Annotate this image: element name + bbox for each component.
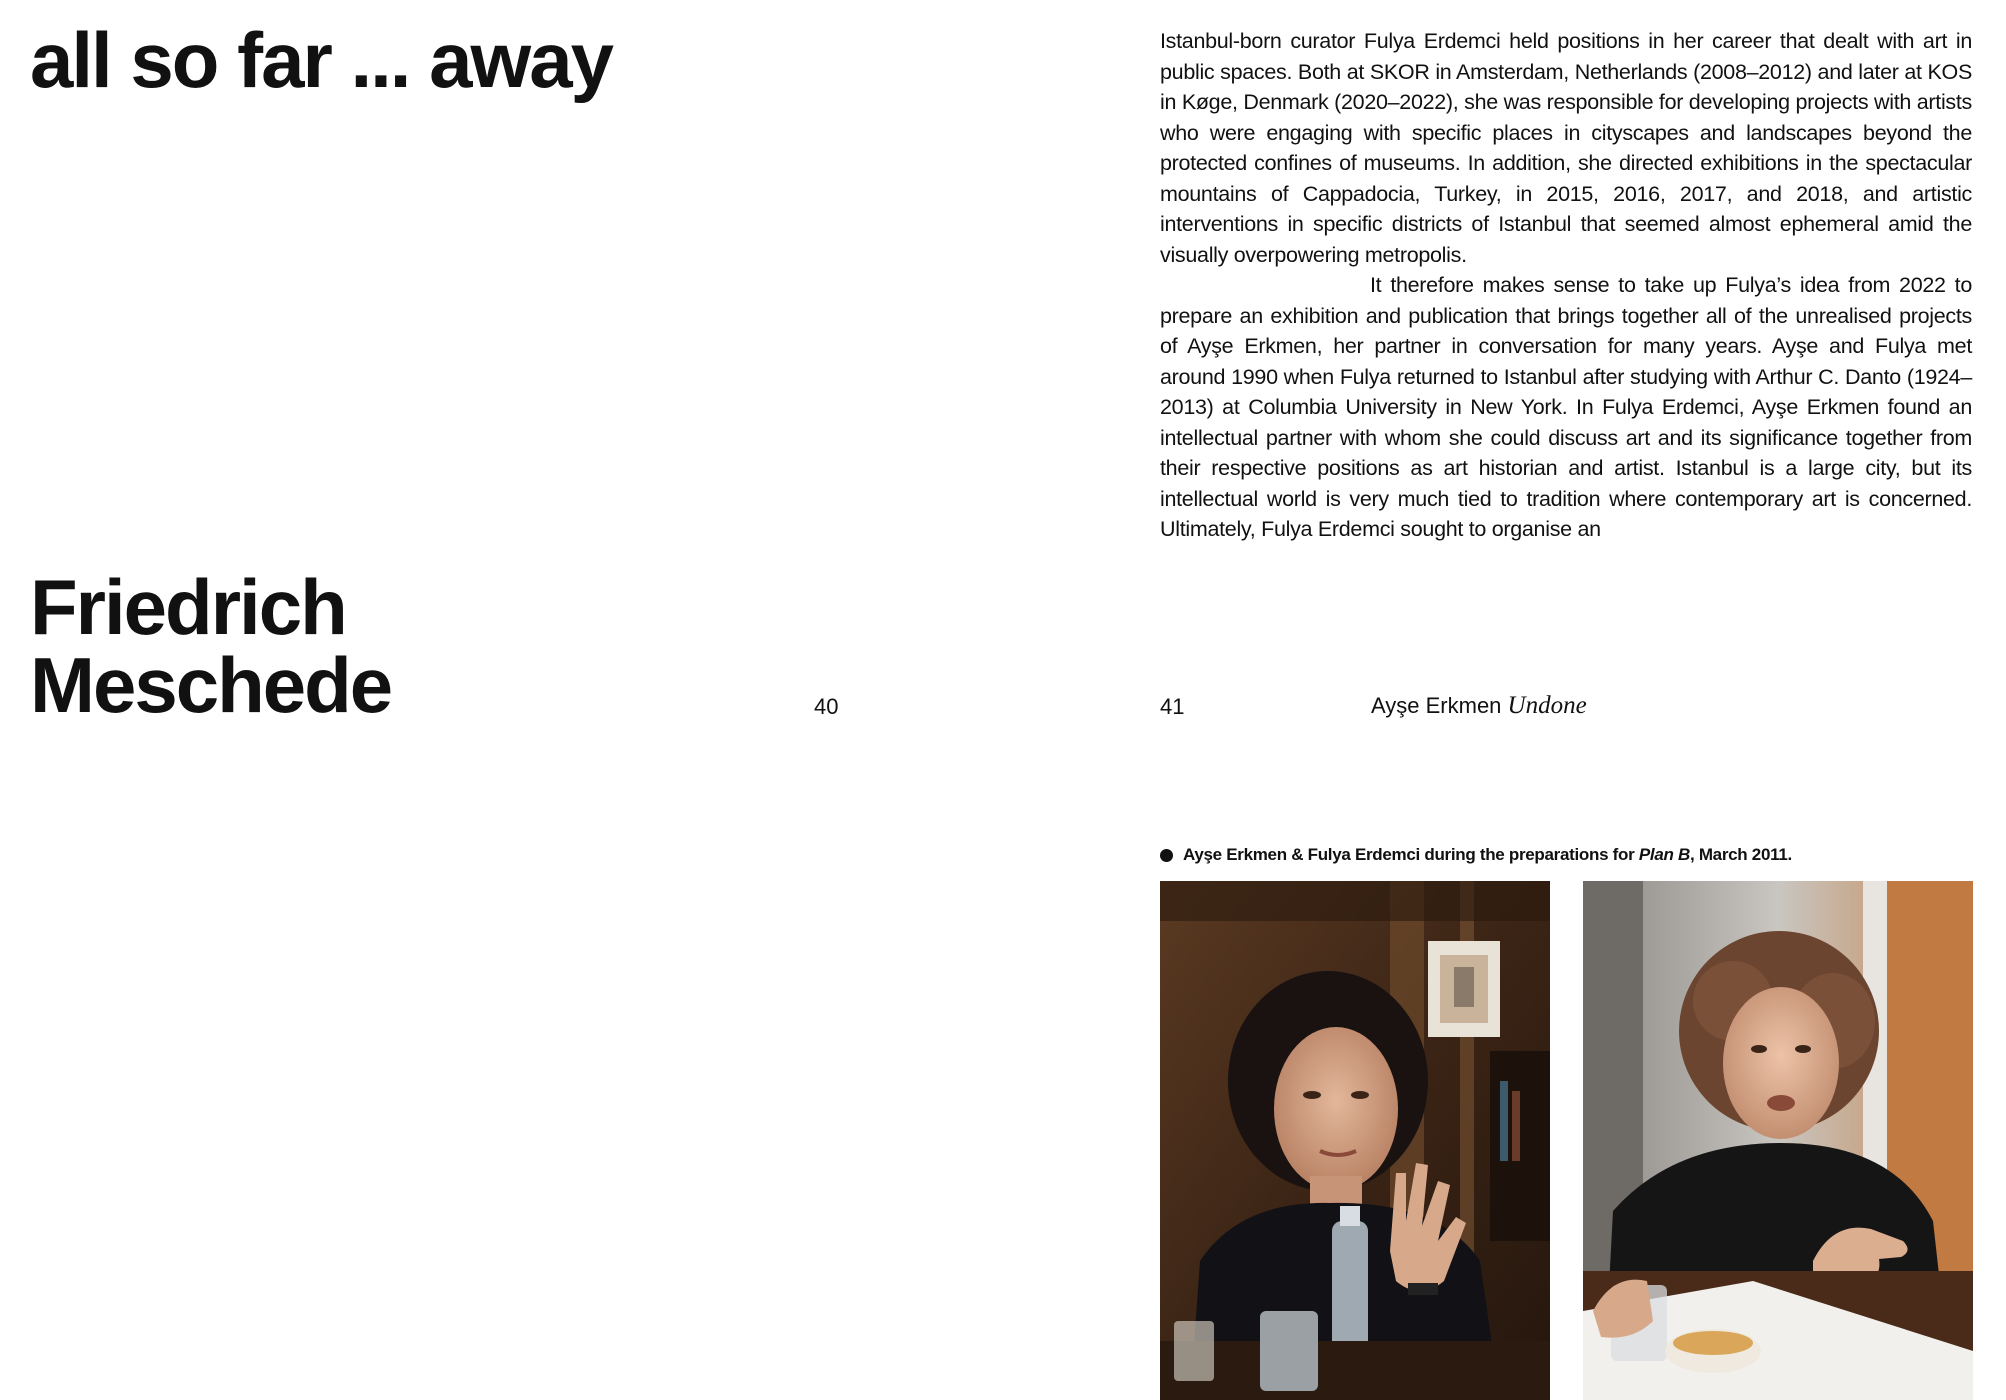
caption-after: , March 2011. (1689, 845, 1792, 864)
caption-italic: Plan B (1638, 845, 1690, 864)
photo-caption (1160, 845, 1792, 865)
page-number-right: 41 (1160, 694, 1185, 719)
author-first-name: Friedrich (30, 563, 346, 651)
author-name (30, 563, 392, 729)
essay-title: all so far ... away (30, 16, 612, 104)
photo-fulya-erdemci-image (1583, 881, 1973, 1400)
caption-before: Ayşe Erkmen & Fulya Erdemci during the preparations for (1183, 845, 1639, 864)
photo-ayse-erkmen-image (1160, 881, 1550, 1400)
running-head-title: Undone (1507, 692, 1587, 719)
caption-text (1183, 845, 1792, 865)
page-number-left: 40 (814, 694, 839, 719)
photo-ayse-erkmen (1160, 881, 1550, 1400)
bullet-icon (1160, 849, 1173, 862)
photo-fulya-erdemci (1583, 881, 1973, 1400)
paragraph-2: It therefore makes sense to take up Fulya’s idea from 2022 to prepare an exhibition and publication that brings together all of the unrealised projects of Ayşe Erkmen, her partner in conversation for many years. Ayşe and Fulya met around 1990 when Fulya returned to Istanbul after studying with Arthur C. Danto (1924–2013) at Columbia University in New York. In Fulya Erdemci, Ayşe Erkmen found an intellectual partner with whom she could discuss art and its significance together from their respective positions as art historian and artist. Istanbul is a large city, but its intellectual world is very much tied to tradition where contemporary art is concerned. Ultimately, Fulya Erdemci sought to organise an (1160, 273, 1972, 541)
running-head (1371, 692, 1587, 720)
paragraph-1: Istanbul-born curator Fulya Erdemci held positions in her career that dealt with art in public spaces. Both at SKOR in Amsterdam, Netherlands (2008–2012) and later at KOS in Køge, Denmark (2020–2022), she was responsible for developing projects with artists who were engaging with specific places in cityscapes and landscapes beyond the protected confines of museums. In addition, she directed exhibitions in the spectacular mountains of Cappadocia, Turkey, in 2015, 2016, 2017, and 2018, and artistic interventions in specific districts of Istanbul that seemed almost ephemeral amid the visually overpowering metropolis. (1160, 29, 1972, 267)
running-head-author: Ayşe Erkmen (1371, 693, 1502, 718)
body-text (1160, 26, 1972, 545)
author-last-name: Meschede (30, 641, 392, 729)
